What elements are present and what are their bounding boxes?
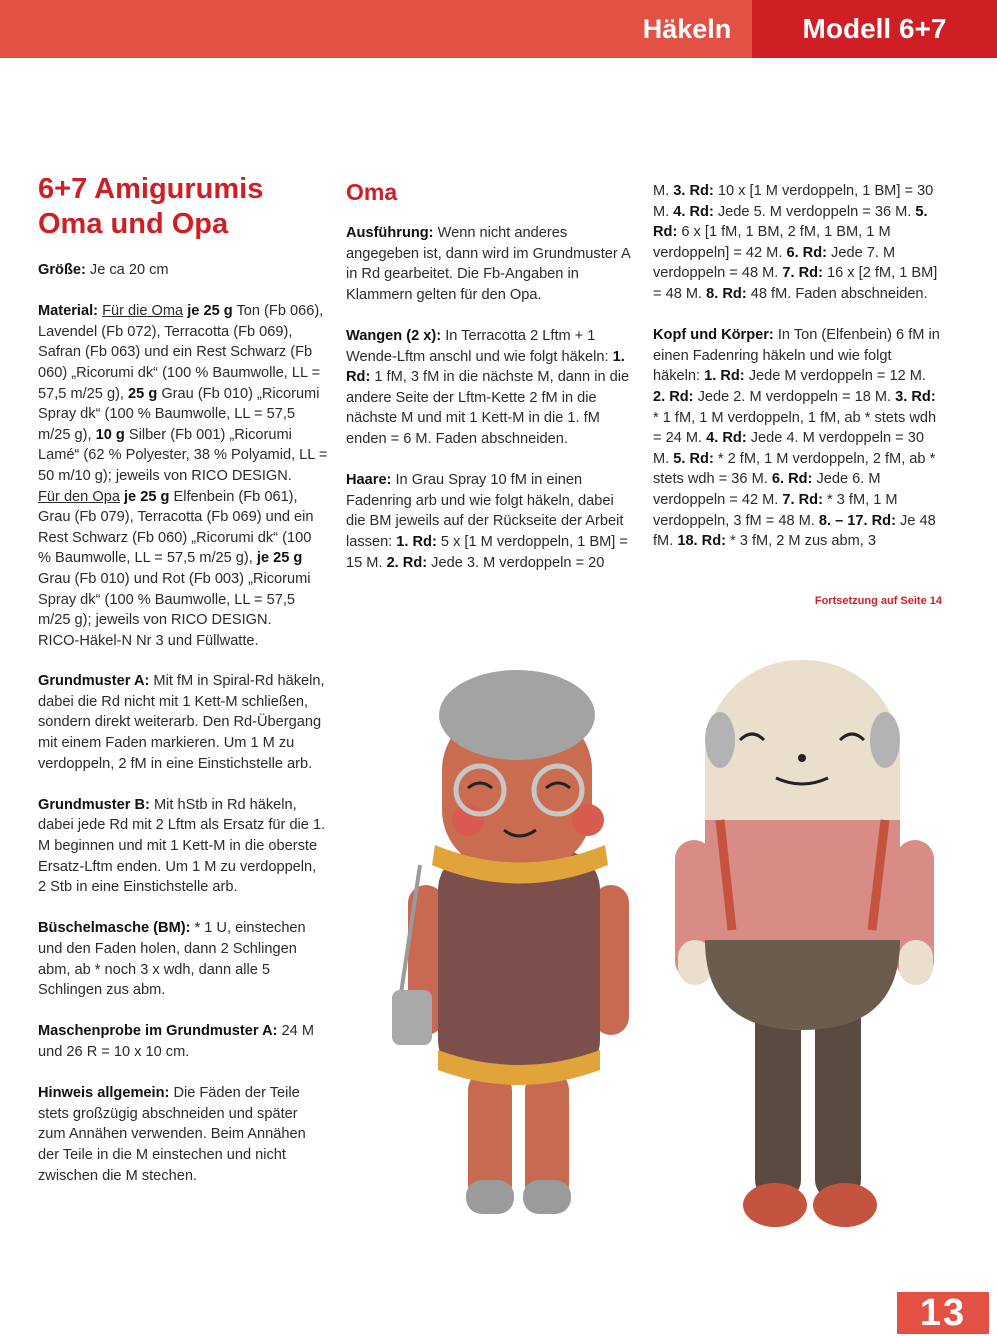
grundmuster-a: Grundmuster A: Mit fM in Spiral-Rd häkeln, dabei die Rd nicht mit 1 Kett-M schließen, sondern direkt weiterarb. Den Rd-Übergang mit einem Faden markieren. Um 1 M zu verdoppeln, 2 fM in eine Einstichstelle arb. bbox=[38, 673, 325, 772]
grundmuster-b: Grundmuster B: Mit hStb in Rd häkeln, dabei jede Rd mit 2 Lftm als Ersatz für die 1. M beginnen und mit 1 Kett-M in die oberste Ersatz-Lftm enden. Um 1 M zu verdoppeln, 2 Stb in eine Einstichstelle arb. bbox=[38, 796, 326, 896]
right-column bbox=[653, 181, 941, 572]
haare: Haare: In Grau Spray 10 fM in einen Fadenring arb und wie folgt häkeln, dabei die BM jeweils auf der Rückseite der Arbeit lassen: 1. Rd: 5 x [1 M verdoppeln, 1 BM] = 15 M. 2. Rd: Jede 3. M verdoppeln = 20 bbox=[346, 472, 628, 571]
material-paragraph: Material: Für die Oma je 25 g Ton (Fb 066), Lavendel (Fb 072), Terracotta (Fb 069), Safran (Fb 063) und ein Rest Schwarz (Fb 060) „Ricorumi dk“ (100 % Baumwolle, LL = 57,5 m/25 g), 25 g Grau (Fb 010) „Ricorumi Spray dk“ (100 % Baumwolle, LL = 57,5 m/25 g), 10 g Silber (Fb 001) „Ricorumi Lamé“ (62 % Polyester, 38 % Polyamid, LL = 50 m/10 g); jeweils von RICO DESIGN. Für den Opa je 25 g Elfenbein (Fb 061), Grau (Fb 079), Terracotta (Fb 069) und ein Rest Schwarz (Fb 060) „Ricorumi dk“ (100 % Baumwolle, LL = 57,5 m/25 g), je 25 g Grau (Fb 010) und Rot (Fb 003) „Ricorumi Spray dk“ (100 % Baumwolle, LL = 57,5 m/25 g); jeweils von RICO DESIGN. RICO-Häkel-N Nr 3 und Füllwatte. bbox=[38, 303, 328, 649]
hinweis: Hinweis allgemein: Die Fäden der Teile stets großzügig abschneiden und später zum Annähen verwenden. Beim Annähen der Teile in die M einstechen und nicht zwischen die M stechen. bbox=[38, 1085, 306, 1184]
title-line-2: Oma und Opa bbox=[38, 208, 229, 240]
amigurumi-photo bbox=[380, 640, 940, 1240]
section-title-oma: Oma bbox=[346, 179, 398, 205]
section-label: Häkeln bbox=[642, 14, 732, 44]
size-paragraph: Größe: Je ca 20 cm bbox=[38, 262, 169, 278]
haare-continued: M. 3. Rd: 10 x [1 M verdoppeln, 1 BM] = 30 M. 4. Rd: Jede 5. M verdoppeln = 36 M. 5. Rd: 6 x [1 fM, 1 BM, 2 fM, 1 BM, 1 M verdoppeln] = 42 M. 6. Rd: Jede 7. M verdoppeln = 48 M. 7. Rd: 16 x [2 fM, 1 BM] = 48 M. 8. Rd: 48 fM. Faden abschneiden. bbox=[653, 183, 938, 302]
oma-doll bbox=[392, 670, 629, 1214]
title-line-1: 6+7 Amigurumis bbox=[38, 173, 264, 205]
header-band bbox=[0, 0, 997, 58]
page-title bbox=[38, 172, 328, 242]
wangen: Wangen (2 x): In Terracotta 2 Lftm + 1 Wende-Lftm anschl und wie folgt häkeln: 1. Rd: 1 fM, 3 fM in die nächste M, dann in die andere Seite der Lftm-Kette 2 fM in die nächste M und mit 1 Kett-M in die 1. fM enden = 6 M. Faden abschneiden. bbox=[346, 327, 630, 447]
opa-doll bbox=[675, 660, 934, 1227]
bueschelmasche: Büschelmasche (BM): * 1 U, einstechen und den Faden holen, dann 2 Schlingen abm, ab * noch 3 x wdh, dann alle 5 Schlingen zus abm. bbox=[38, 920, 306, 999]
ausfuehrung: Ausführung: Wenn nicht anderes angegeben ist, dann wird im Grundmuster A in Rd gearbeitet. Die Fb-Angaben in Klammern gelten für den Opa. bbox=[346, 225, 630, 303]
kopf-und-koerper: Kopf und Körper: In Ton (Elfenbein) 6 fM in einen Fadenring häkeln und wie folgt häkeln: 1. Rd: Jede M verdoppeln = 12 M. 2. Rd: Jede 2. M verdoppeln = 18 M. 3. Rd: * 1 fM, 1 M verdoppeln, 1 fM, ab * stets wdh = 24 M. 4. Rd: Jede 4. M verdoppeln = 30 M. 5. Rd: * 2 fM, 1 M verdoppeln, 2 fM, ab * stets wdh = 36 M. 6. Rd: Jede 6. M verdoppeln = 42 M. 7. Rd: * 3 fM, 1 M verdoppeln, 3 fM = 48 M. 8. – 17. Rd: Je 48 fM. 18. Rd: * 3 fM, 2 M zus abm, 3 bbox=[653, 327, 940, 550]
page-number: 13 bbox=[897, 1292, 989, 1334]
model-label: Modell 6+7 bbox=[752, 0, 997, 58]
maschenprobe: Maschenprobe im Grundmuster A: 24 M und 26 R = 10 x 10 cm. bbox=[38, 1023, 314, 1060]
continuation-note: Fortsetzung auf Seite 14 bbox=[814, 595, 942, 607]
left-column bbox=[38, 172, 328, 1207]
middle-column bbox=[346, 178, 633, 594]
